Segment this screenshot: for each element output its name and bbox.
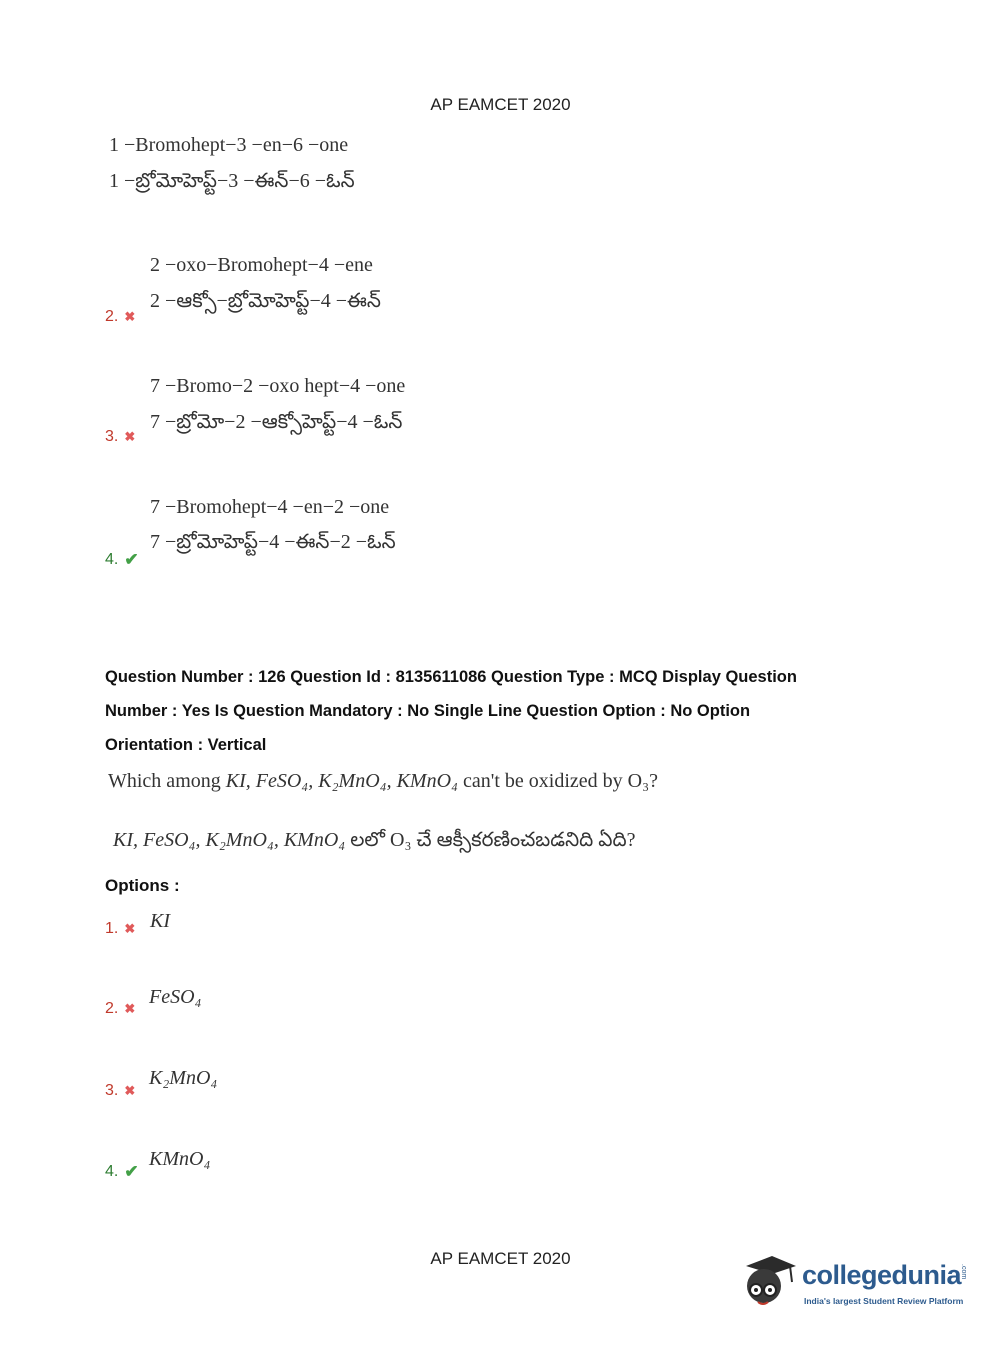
logo-wordmark: collegedunia (802, 1260, 962, 1290)
question-te-formulas: KI, FeSO₄, K₂MnO₄, KMnO₄ (113, 829, 346, 851)
prev-option-1-te: 1 −బ్రోమోహెప్ట్−3 −ఈన్−6 −ఓన్ (109, 170, 355, 192)
cross-icon: ✖ (124, 309, 136, 324)
cross-icon: ✖ (124, 1001, 136, 1016)
option-1-text: KI (150, 910, 170, 932)
option-4-marker (105, 1162, 139, 1182)
question-en-suffix: can't be oxidized by O₃? (458, 770, 658, 792)
prev-option-4-en: 7 −Bromohept−4 −en−2 −one (150, 496, 390, 518)
option-number: 3. (105, 1082, 119, 1099)
option-number: 4. (105, 551, 119, 568)
option-4-text: KMnO₄ (149, 1148, 211, 1170)
prev-option-2-marker (105, 308, 135, 326)
check-icon: ✔ (124, 550, 139, 569)
cross-icon: ✖ (124, 921, 136, 936)
option-number: 2. (105, 308, 119, 325)
prev-option-4-marker (105, 550, 139, 570)
question-meta-line-2: Number : Yes Is Question Mandatory : No Single Line Question Option : No Option (105, 702, 751, 720)
option-2-text: FeSO₄ (149, 986, 202, 1008)
question-meta-line-1: Question Number : 126 Question Id : 8135611086 Question Type : MCQ Display Question (105, 668, 797, 686)
option-number: 2. (105, 1000, 119, 1017)
question-text-te (113, 829, 635, 856)
prev-option-1-en: 1 −Bromohept−3 −en−6 −one (109, 134, 349, 156)
cross-icon: ✖ (124, 1083, 136, 1098)
question-meta-line-3: Orientation : Vertical (105, 736, 267, 754)
option-number: 3. (105, 428, 119, 445)
mascot-icon (742, 1252, 796, 1308)
collegedunia-logo (742, 1248, 972, 1318)
option-number: 4. (105, 1163, 119, 1180)
logo-tagline: India's largest Student Review Platform (804, 1296, 964, 1306)
check-icon: ✔ (124, 1162, 139, 1181)
option-number: 1. (105, 920, 119, 937)
option-1-marker (105, 920, 135, 938)
question-te-suffix: లలో O₃ చే ఆక్సీకరణించబడనిది ఏది? (345, 829, 636, 851)
question-meta (105, 660, 885, 762)
prev-option-2-te: 2 −ఆక్సో−బ్రోమోహెప్ట్−4 −ఈన్ (150, 290, 381, 312)
prev-option-3-marker (105, 428, 135, 446)
page-header: AP EAMCET 2020 (430, 95, 571, 114)
question-en-prefix: Which among (108, 770, 226, 792)
question-text-en (108, 770, 658, 793)
option-2-marker (105, 1000, 135, 1018)
prev-option-3-en: 7 −Bromo−2 −oxo hept−4 −one (150, 375, 406, 397)
option-3-marker (105, 1082, 135, 1100)
logo-com: .com (960, 1264, 967, 1280)
options-label: Options : (105, 876, 180, 895)
prev-option-2-en: 2 −oxo−Bromohept−4 −ene (150, 254, 373, 276)
prev-option-3-te: 7 −బ్రోమో−2 −ఆక్సోహెప్ట్−4 −ఓన్ (150, 411, 403, 433)
page-footer: AP EAMCET 2020 (430, 1249, 571, 1268)
prev-option-4-te: 7 −బ్రోమోహెప్ట్−4 −ఈన్−2 −ఓన్ (150, 531, 396, 553)
question-en-formulas: KI, FeSO₄, K₂MnO₄, KMnO₄ (225, 770, 458, 792)
cross-icon: ✖ (124, 429, 136, 444)
option-3-text: K₂MnO₄ (149, 1067, 218, 1089)
